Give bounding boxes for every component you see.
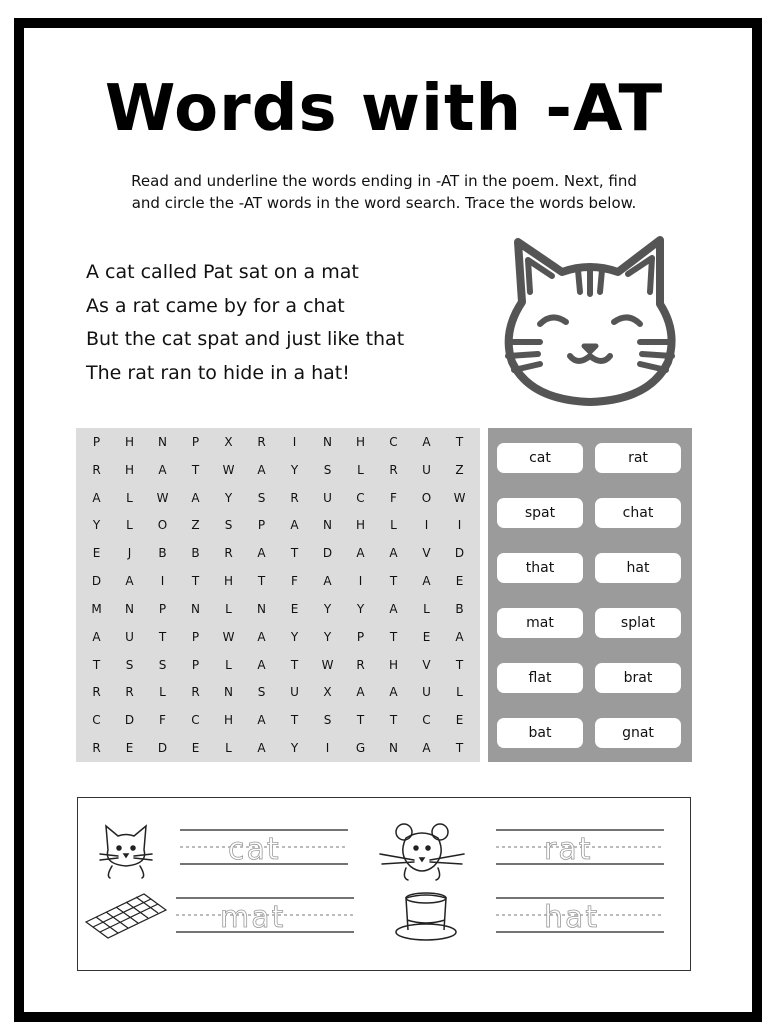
grid-letter[interactable]: P: [191, 629, 200, 644]
grid-letter[interactable]: U: [290, 685, 299, 700]
instructions-line-1: Read and underline the words ending in -AT in the poem. Next, find: [131, 172, 637, 190]
word-search-panel: [76, 428, 480, 762]
grid-letter[interactable]: P: [191, 657, 200, 672]
grid-letter[interactable]: F: [159, 713, 166, 728]
poem-line-3: But the cat spat and just like that: [86, 328, 405, 350]
grid-letter[interactable]: G: [355, 741, 366, 756]
grid-letter[interactable]: H: [355, 434, 366, 449]
grid-letter[interactable]: H: [223, 574, 234, 589]
grid-letter[interactable]: S: [323, 713, 332, 728]
grid-letter[interactable]: D: [124, 713, 135, 728]
grid-letter[interactable]: L: [126, 518, 133, 533]
grid-letter[interactable]: N: [158, 434, 167, 449]
grid-letter[interactable]: S: [158, 657, 167, 672]
grid-letter[interactable]: U: [422, 462, 431, 477]
grid-letter[interactable]: T: [92, 657, 101, 672]
grid-letter[interactable]: I: [160, 574, 165, 589]
grid-letter[interactable]: A: [356, 685, 365, 700]
word-list-item-rat: rat: [595, 443, 681, 473]
grid-letter[interactable]: Y: [92, 518, 101, 533]
grid-letter[interactable]: E: [125, 741, 134, 756]
grid-letter[interactable]: E: [191, 741, 200, 756]
grid-letter[interactable]: H: [223, 713, 234, 728]
grid-letter[interactable]: C: [92, 713, 101, 728]
grid-letter[interactable]: A: [290, 518, 299, 533]
grid-letter[interactable]: N: [389, 741, 398, 756]
grid-letter[interactable]: L: [390, 518, 397, 533]
grid-letter[interactable]: S: [323, 462, 332, 477]
grid-letter[interactable]: T: [191, 574, 200, 589]
grid-letter[interactable]: T: [389, 629, 398, 644]
grid-letter[interactable]: I: [457, 518, 462, 533]
word-list-item-hat: hat: [595, 553, 681, 583]
grid-letter[interactable]: H: [124, 434, 135, 449]
grid-letter[interactable]: Y: [290, 629, 299, 644]
grid-letter[interactable]: I: [358, 574, 363, 589]
grid-letter[interactable]: R: [92, 685, 101, 700]
grid-letter[interactable]: D: [157, 741, 168, 756]
grid-letter[interactable]: Y: [323, 601, 332, 616]
grid-letter[interactable]: W: [321, 657, 334, 672]
grid-letter[interactable]: V: [422, 657, 431, 672]
grid-letter[interactable]: Y: [224, 490, 233, 505]
grid-letter[interactable]: Y: [323, 629, 332, 644]
grid-letter[interactable]: H: [124, 462, 135, 477]
grid-letter[interactable]: L: [456, 685, 463, 700]
trace-word-rat: rat: [544, 832, 593, 867]
poem-line-4: The rat ran to hide in a hat!: [86, 361, 350, 384]
grid-letter[interactable]: S: [224, 518, 233, 533]
grid-letter[interactable]: J: [127, 546, 132, 561]
grid-letter[interactable]: L: [159, 685, 166, 700]
grid-letter[interactable]: T: [290, 713, 299, 728]
grid-letter[interactable]: L: [225, 741, 232, 756]
grid-letter[interactable]: V: [422, 546, 431, 561]
grid-letter[interactable]: I: [424, 518, 429, 533]
word-list-item-splat: splat: [595, 608, 681, 638]
grid-letter[interactable]: R: [125, 685, 134, 700]
grid-letter[interactable]: A: [323, 574, 332, 589]
grid-letter[interactable]: E: [92, 546, 101, 561]
trace-word-cat: cat: [228, 832, 281, 867]
word-list-item-brat: brat: [595, 663, 681, 693]
grid-letter[interactable]: T: [455, 434, 464, 449]
grid-letter[interactable]: W: [453, 490, 466, 505]
grid-letter[interactable]: R: [356, 657, 365, 672]
grid-letter[interactable]: D: [322, 546, 333, 561]
grid-letter[interactable]: T: [389, 713, 398, 728]
mat-drawing-icon: [84, 892, 168, 942]
grid-letter[interactable]: A: [257, 713, 266, 728]
grid-letter[interactable]: N: [323, 434, 332, 449]
word-list-item-bat: bat: [497, 718, 583, 748]
grid-letter[interactable]: C: [356, 490, 365, 505]
grid-letter[interactable]: N: [257, 601, 266, 616]
grid-letter[interactable]: P: [92, 434, 101, 449]
grid-letter[interactable]: H: [388, 657, 399, 672]
instructions-line-2: and circle the -AT words in the word search. Trace the words below.: [131, 194, 637, 212]
grid-letter[interactable]: E: [455, 713, 464, 728]
grid-letter[interactable]: U: [323, 490, 332, 505]
grid-letter[interactable]: A: [422, 574, 431, 589]
grid-letter[interactable]: A: [257, 546, 266, 561]
trace-word-mat: mat: [220, 900, 286, 935]
grid-letter[interactable]: R: [257, 434, 266, 449]
grid-letter[interactable]: O: [421, 490, 432, 505]
grid-letter[interactable]: X: [323, 685, 332, 700]
poem-line-1: A cat called Pat sat on a mat: [86, 261, 359, 283]
cat-face-icon: [500, 232, 680, 412]
grid-letter[interactable]: Z: [191, 518, 200, 533]
grid-letter[interactable]: A: [92, 629, 101, 644]
grid-letter[interactable]: Y: [290, 462, 299, 477]
grid-letter[interactable]: T: [191, 462, 200, 477]
grid-letter[interactable]: P: [158, 601, 167, 616]
grid-letter[interactable]: P: [257, 518, 266, 533]
grid-letter[interactable]: A: [422, 434, 431, 449]
rat-drawing-icon: [376, 818, 468, 882]
grid-letter[interactable]: T: [455, 657, 464, 672]
grid-letter[interactable]: F: [390, 490, 397, 505]
word-list-panel: [488, 428, 692, 762]
word-list-item-cat: cat: [497, 443, 583, 473]
grid-letter[interactable]: U: [125, 629, 134, 644]
grid-letter[interactable]: E: [455, 574, 464, 589]
word-list-item-flat: flat: [497, 663, 583, 693]
grid-letter[interactable]: A: [422, 741, 431, 756]
grid-letter[interactable]: S: [257, 685, 266, 700]
grid-letter[interactable]: D: [454, 546, 465, 561]
hat-drawing-icon: [394, 890, 458, 944]
page-title: Words with -AT: [104, 72, 664, 146]
trace-section: [77, 797, 691, 971]
grid-letter[interactable]: A: [389, 601, 398, 616]
grid-letter[interactable]: I: [325, 741, 330, 756]
word-list-item-spat: spat: [497, 498, 583, 528]
grid-letter[interactable]: T: [389, 574, 398, 589]
instructions: [70, 170, 698, 214]
grid-letter[interactable]: L: [423, 601, 430, 616]
grid-letter[interactable]: C: [191, 713, 200, 728]
trace-word-hat: hat: [544, 900, 600, 935]
grid-letter[interactable]: T: [290, 657, 299, 672]
grid-letter[interactable]: S: [257, 490, 266, 505]
word-list-item-mat: mat: [497, 608, 583, 638]
grid-letter[interactable]: S: [125, 657, 134, 672]
grid-letter[interactable]: X: [224, 434, 233, 449]
grid-letter[interactable]: A: [92, 490, 101, 505]
grid-letter[interactable]: T: [257, 574, 266, 589]
grid-letter[interactable]: D: [91, 574, 102, 589]
grid-letter[interactable]: C: [389, 434, 398, 449]
grid-letter[interactable]: T: [455, 741, 464, 756]
grid-letter[interactable]: L: [357, 462, 364, 477]
grid-letter[interactable]: R: [224, 546, 233, 561]
grid-letter[interactable]: R: [290, 490, 299, 505]
grid-letter[interactable]: U: [422, 685, 431, 700]
grid-letter[interactable]: N: [224, 685, 233, 700]
grid-letter[interactable]: T: [290, 546, 299, 561]
grid-letter[interactable]: M: [91, 601, 102, 616]
grid-letter[interactable]: W: [222, 462, 235, 477]
grid-letter[interactable]: N: [191, 601, 200, 616]
grid-letter[interactable]: A: [389, 546, 398, 561]
grid-letter[interactable]: A: [125, 574, 134, 589]
grid-letter[interactable]: W: [222, 629, 235, 644]
grid-letter[interactable]: A: [257, 657, 266, 672]
grid-letter[interactable]: L: [126, 490, 133, 505]
grid-letter[interactable]: P: [356, 629, 365, 644]
poem: [86, 256, 404, 390]
grid-letter[interactable]: Z: [455, 462, 464, 477]
grid-letter[interactable]: A: [455, 629, 464, 644]
grid-letter[interactable]: L: [225, 657, 232, 672]
grid-letter[interactable]: N: [323, 518, 332, 533]
grid-letter[interactable]: E: [290, 601, 299, 616]
word-list-item-that: that: [497, 553, 583, 583]
grid-letter[interactable]: R: [92, 462, 101, 477]
grid-letter[interactable]: A: [389, 685, 398, 700]
grid-letter[interactable]: B: [455, 601, 464, 616]
grid-letter[interactable]: L: [225, 601, 232, 616]
grid-letter[interactable]: A: [356, 546, 365, 561]
grid-letter[interactable]: W: [156, 490, 169, 505]
grid-letter[interactable]: R: [389, 462, 398, 477]
grid-letter[interactable]: T: [158, 629, 167, 644]
grid-letter[interactable]: Y: [356, 601, 365, 616]
grid-letter[interactable]: P: [191, 434, 200, 449]
grid-letter[interactable]: B: [191, 546, 200, 561]
grid-letter[interactable]: B: [158, 546, 167, 561]
grid-letter[interactable]: A: [257, 629, 266, 644]
grid-letter[interactable]: A: [191, 490, 200, 505]
grid-letter[interactable]: R: [92, 741, 101, 756]
grid-letter[interactable]: N: [125, 601, 134, 616]
grid-letter[interactable]: A: [257, 741, 266, 756]
poem-line-2: As a rat came by for a chat: [86, 294, 345, 317]
grid-letter[interactable]: T: [356, 713, 365, 728]
grid-letter[interactable]: A: [158, 462, 167, 477]
word-list-item-chat: chat: [595, 498, 681, 528]
grid-letter[interactable]: R: [191, 685, 200, 700]
grid-letter[interactable]: E: [422, 629, 431, 644]
grid-letter[interactable]: A: [257, 462, 266, 477]
grid-letter[interactable]: Y: [290, 741, 299, 756]
grid-letter[interactable]: I: [292, 434, 297, 449]
word-list-item-gnat: gnat: [595, 718, 681, 748]
cat-drawing-icon: [98, 820, 154, 880]
grid-letter[interactable]: F: [291, 574, 298, 589]
grid-letter[interactable]: C: [422, 713, 431, 728]
grid-letter[interactable]: O: [157, 518, 168, 533]
grid-letter[interactable]: H: [355, 518, 366, 533]
word-search-grid: [76, 428, 480, 762]
